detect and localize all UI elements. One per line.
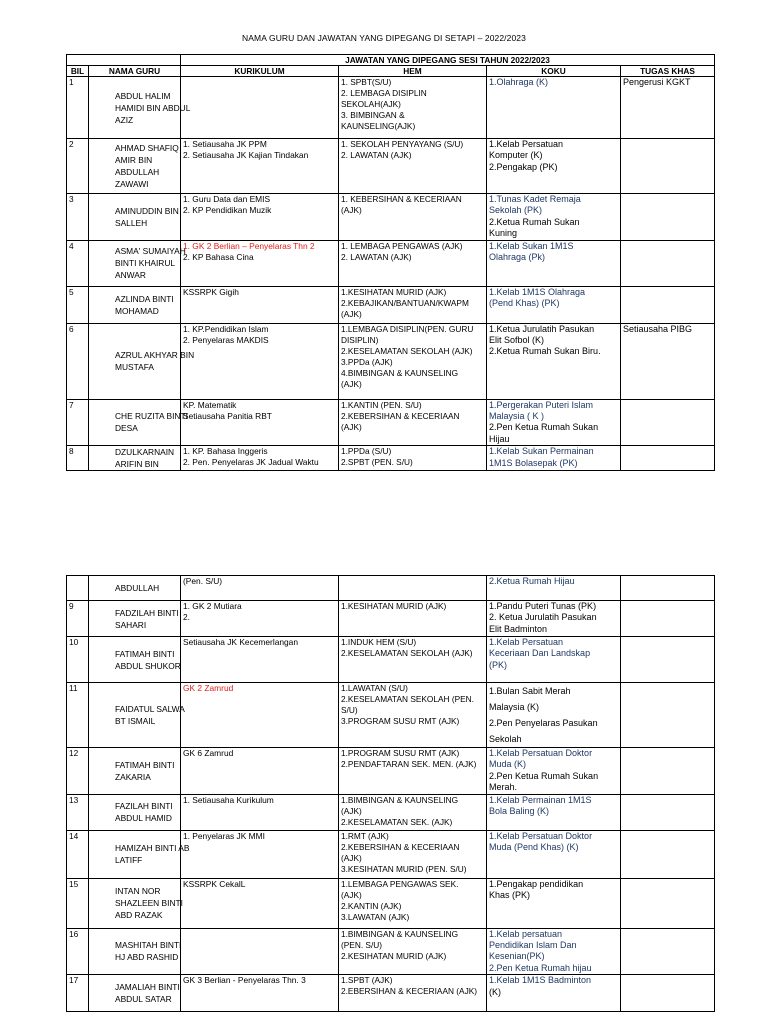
koku-item: 1.Kelab Sukan 1M1S	[489, 240, 574, 251]
teacher-name-line: BINTI KHAIRUL	[115, 258, 176, 269]
hem-item: 1.KANTIN (PEN. S/U)	[341, 399, 422, 410]
row-number: 16	[67, 928, 89, 975]
kurikulum-cell	[181, 637, 339, 683]
teacher-name-line: AZLINDA BINTI	[115, 293, 174, 304]
koku-item: 2.Pen Ketua Rumah Sukan	[489, 770, 599, 781]
table-row	[67, 683, 715, 748]
table-row	[67, 139, 715, 194]
hem-item: 2. LEMBAGA DISIPLIN	[341, 88, 427, 98]
hem-item: 2.EBERSIHAN & KECERIAAN (AJK)	[341, 986, 478, 997]
table-row	[67, 601, 715, 637]
col-header-nama-guru: NAMA GURU	[89, 66, 181, 77]
hem-item: (AJK)	[341, 805, 362, 816]
hem-item: (AJK)	[341, 421, 362, 432]
kurikulum-item: GK 3 Berlian - Penyelaras Thn. 3	[183, 975, 306, 986]
teacher-name-line: ZAKARIA	[115, 771, 151, 782]
koku-cell	[487, 576, 621, 601]
hem-item: (AJK)	[341, 852, 362, 863]
kurikulum-cell	[181, 399, 339, 446]
teacher-name-line: AZIZ	[115, 114, 134, 125]
koku-item: Keceriaan Dan Landskap	[489, 648, 591, 659]
teacher-name-line: SHAZLEEN BINTI	[115, 898, 183, 909]
row-number: 2	[67, 139, 89, 194]
teacher-name-line: HAMIDI BIN ABDUL	[115, 102, 191, 113]
tugas-khas-cell	[621, 683, 715, 748]
hem-item: 2.KESELAMATAN SEKOLAH (AJK)	[341, 345, 473, 356]
kurikulum-cell	[181, 683, 339, 748]
hem-cell	[339, 748, 487, 795]
hem-item: 1.PPDa (S/U)	[341, 446, 392, 457]
teacher-name-line: HJ ABD RASHID	[115, 952, 179, 963]
koku-item: 2.Pen Penyelaras Pasukan	[489, 718, 598, 728]
hem-item: 1.LEMBAGA DISIPLIN(PEN. GURU	[341, 323, 474, 334]
koku-cell	[487, 878, 621, 928]
row-number: 8	[67, 446, 89, 471]
koku-item: Pendidikan Islam Dan	[489, 940, 577, 951]
kurikulum-cell	[181, 830, 339, 878]
teacher-name	[89, 928, 181, 975]
teacher-name-line: AMIR BIN	[115, 155, 153, 165]
hem-item: 2.KESELAMATAN SEK. (AJK)	[341, 816, 453, 827]
teacher-name-line: ABDUL HAMID	[115, 813, 172, 824]
row-number: 10	[67, 637, 89, 683]
staff-table-page-1	[66, 54, 715, 471]
koku-item: 2.Pen Ketua Rumah Sukan	[489, 422, 599, 433]
teacher-name-line: AZRUL AKHYAR BIN	[115, 350, 195, 361]
hem-cell	[339, 830, 487, 878]
koku-cell	[487, 637, 621, 683]
kurikulum-cell	[181, 139, 339, 194]
teacher-name	[89, 576, 181, 601]
kurikulum-item: 2. Penyelaras MAKDIS	[183, 334, 269, 345]
teacher-name	[89, 601, 181, 637]
koku-item: 1.Kelab 1M1S Olahraga	[489, 286, 586, 297]
kurikulum-item: 1. KP.Pendidikan Islam	[183, 323, 269, 334]
hem-item: 3.KESIHATAN MURID (PEN. S/U)	[341, 863, 467, 874]
kurikulum-cell	[181, 794, 339, 830]
koku-item: 1.Kelab Persatuan Doktor	[489, 748, 593, 758]
table-row	[67, 77, 715, 139]
row-number: 4	[67, 240, 89, 286]
kurikulum-item: Setiausaha Panitia RBT	[183, 410, 272, 421]
teacher-name-line: ABDUL SHUKOR	[115, 660, 181, 671]
koku-item: 2.Ketua Rumah Hijau	[489, 576, 575, 586]
hem-cell	[339, 77, 487, 139]
hem-cell	[339, 601, 487, 637]
tugas-khas-cell	[621, 240, 715, 286]
header-blank	[67, 55, 181, 66]
teacher-name	[89, 194, 181, 241]
kurikulum-item: (Pen. S/U)	[183, 576, 223, 586]
tugas-khas-cell	[621, 878, 715, 928]
koku-cell	[487, 399, 621, 446]
kurikulum-cell	[181, 878, 339, 928]
hem-item: 2.KEBERSIHAN & KECERIAAN	[341, 841, 460, 852]
kurikulum-cell	[181, 77, 339, 139]
header-group-title: JAWATAN YANG DIPEGANG SESI TAHUN 2022/2023	[181, 55, 715, 66]
tugas-khas-cell	[621, 794, 715, 830]
hem-item: 2.SPBT (PEN. S/U)	[341, 457, 413, 468]
hem-item: 2.KESELAMATAN SEKOLAH (AJK)	[341, 648, 473, 658]
table-row	[67, 637, 715, 683]
koku-item: 1.Kelab persatuan	[489, 928, 563, 939]
kurikulum-item: 2. KP Pendidikan Muzik	[183, 205, 272, 215]
teacher-name-line: ASMA' SUMAIYAH	[115, 246, 186, 257]
kurikulum-cell	[181, 975, 339, 1012]
teacher-name	[89, 77, 191, 139]
koku-cell	[487, 748, 621, 795]
kurikulum-cell	[181, 323, 339, 399]
teacher-name-line: CHE RUZITA BINTI	[115, 411, 188, 422]
koku-item: 1.Ketua Jurulatih Pasukan	[489, 323, 595, 334]
staff-table-page-2	[66, 575, 715, 1012]
hem-cell	[339, 139, 487, 194]
row-number: 5	[67, 286, 89, 323]
hem-item: 1. SEKOLAH PENYAYANG (S/U)	[341, 139, 464, 149]
tugas-khas-cell	[621, 928, 715, 975]
teacher-name	[89, 286, 181, 323]
kurikulum-item: 2. KP Bahasa Cina	[183, 251, 254, 262]
teacher-name	[89, 878, 181, 928]
hem-cell	[339, 576, 487, 601]
koku-cell	[487, 975, 621, 1012]
koku-item: Muda (K)	[489, 759, 527, 770]
koku-cell	[487, 139, 621, 194]
koku-item: 1.Kelab Persatuan	[489, 139, 564, 149]
hem-item: 3.PROGRAM SUSU RMT (AJK)	[341, 716, 460, 726]
teacher-name	[89, 975, 181, 1012]
col-header-kurikulum: KURIKULUM	[181, 66, 339, 77]
koku-item: 2. Ketua Jurulatih Pasukan	[489, 612, 597, 623]
table-row	[67, 576, 715, 601]
hem-item: 1.RMT (AJK)	[341, 830, 389, 841]
kurikulum-cell	[181, 576, 339, 601]
teacher-name-line: LATIFF	[115, 855, 143, 866]
hem-item: 3.PPDa (AJK)	[341, 356, 393, 367]
hem-item: 1.PROGRAM SUSU RMT (AJK)	[341, 748, 460, 758]
hem-item: (AJK)	[341, 889, 362, 900]
teacher-name	[89, 399, 188, 446]
row-number: 7	[67, 399, 89, 446]
teacher-name-line: MASHITAH BINTI	[115, 940, 182, 951]
koku-item: 1.Pergerakan Puteri Islam	[489, 399, 594, 410]
kurikulum-item: 1. GK 2 Berlian – Penyelaras Thn 2	[183, 240, 315, 251]
teacher-name-line: JAMALIAH BINTI	[115, 982, 180, 993]
kurikulum-item: KP. Matematik	[183, 399, 237, 410]
kurikulum-item: 2.	[183, 612, 190, 622]
table-row	[67, 446, 715, 471]
row-number: 15	[67, 878, 89, 928]
kurikulum-item: 1. Penyelaras JK MMI	[183, 830, 265, 841]
kurikulum-item: KSSRPK CekalL	[183, 878, 246, 889]
col-header-bil: BIL	[67, 66, 89, 77]
hem-cell	[339, 323, 487, 399]
koku-item: 1M1S Bolasepak (PK)	[489, 457, 578, 468]
hem-item: (AJK)	[341, 378, 362, 389]
hem-item: 2.PENDAFTARAN SEK. MEN. (AJK)	[341, 759, 477, 769]
koku-cell	[487, 323, 621, 399]
teacher-name	[89, 794, 181, 830]
hem-item: 1.INDUK HEM (S/U)	[341, 637, 417, 647]
table-row	[67, 194, 715, 241]
table-row	[67, 286, 715, 323]
teacher-name-line: ARIFIN BIN	[115, 459, 159, 470]
hem-item: 3. BIMBINGAN &	[341, 110, 405, 120]
kurikulum-item: Setiausaha JK Kecemerlangan	[183, 637, 298, 647]
koku-cell	[487, 240, 621, 286]
kurikulum-item: 2. Pen. Penyelaras JK Jadual Waktu	[183, 457, 319, 468]
tugas-khas-cell	[621, 286, 715, 323]
table-row	[67, 830, 715, 878]
kurikulum-cell	[181, 928, 339, 975]
tugas-khas-cell	[621, 446, 715, 471]
teacher-name-line: ABDUL HALIM	[115, 90, 171, 101]
teacher-name-line: FATIMAH BINTI	[115, 648, 175, 659]
hem-item: S/U)	[341, 705, 358, 715]
koku-cell	[487, 77, 621, 139]
tugas-khas-cell: Pengerusi KGKT	[621, 77, 715, 139]
hem-item: 2.KESIHATAN MURID (AJK)	[341, 950, 447, 961]
koku-item: 2.Ketua Rumah Sukan Biru.	[489, 346, 601, 357]
hem-cell	[339, 240, 487, 286]
teacher-name-line: BT ISMAIL	[115, 716, 156, 726]
teacher-name	[89, 748, 181, 795]
koku-item: Olahraga (Pk)	[489, 252, 546, 263]
koku-item: Bola Baling (K)	[489, 806, 550, 817]
teacher-name-line: ABD RAZAK	[115, 910, 163, 921]
table-row	[67, 399, 715, 446]
hem-cell	[339, 928, 487, 975]
tugas-khas-cell	[621, 399, 715, 446]
teacher-name-line: DESA	[115, 423, 138, 434]
koku-item: 2.Ketua Rumah Sukan	[489, 216, 580, 227]
hem-cell	[339, 878, 487, 928]
table-row	[67, 794, 715, 830]
koku-item: Kesenian(PK)	[489, 951, 545, 962]
teacher-name-line: FAZILAH BINTI	[115, 801, 173, 812]
hem-item: KAUNSELING(AJK)	[341, 121, 416, 131]
koku-item: 1.Olahraga (K)	[489, 77, 549, 87]
row-number: 17	[67, 975, 89, 1012]
teacher-name	[89, 323, 195, 399]
hem-cell	[339, 194, 487, 241]
teacher-name-line: AHMAD SHAFIQ	[115, 143, 179, 153]
koku-item: Elit Badminton	[489, 623, 548, 634]
table-row	[67, 240, 715, 286]
koku-item: (K)	[489, 986, 501, 997]
row-number: 13	[67, 794, 89, 830]
teacher-name	[89, 240, 186, 286]
koku-item: Merah.	[489, 782, 518, 793]
tugas-khas-cell	[621, 637, 715, 683]
hem-item: 3.LAWATAN (AJK)	[341, 911, 410, 922]
kurikulum-cell	[181, 748, 339, 795]
koku-item: Muda (Pend Khas) (K)	[489, 842, 579, 853]
hem-cell	[339, 637, 487, 683]
teacher-name-line: ABDUL SATAR	[115, 994, 172, 1005]
teacher-name-line: SAHARI	[115, 619, 147, 630]
kurikulum-cell	[181, 446, 339, 471]
teacher-name-line: SALLEH	[115, 217, 148, 228]
hem-item: DISIPLIN)	[341, 334, 379, 345]
kurikulum-cell	[181, 240, 339, 286]
hem-item: 1.BIMBINGAN & KAUNSELING	[341, 794, 459, 805]
row-number	[67, 576, 89, 601]
kurikulum-cell	[181, 194, 339, 241]
koku-item: 1.Kelab Persatuan Doktor	[489, 830, 593, 841]
hem-item: 2. LAWATAN (AJK)	[341, 150, 412, 160]
teacher-name-line: ABDULLAH	[115, 583, 160, 593]
hem-cell	[339, 794, 487, 830]
hem-item: 1.LAWATAN (S/U)	[341, 683, 408, 693]
teacher-name	[89, 637, 181, 683]
koku-item: Kuning	[489, 228, 518, 239]
kurikulum-item: 1. GK 2 Mutiara	[183, 601, 242, 611]
hem-item: 1.LEMBAGA PENGAWAS SEK.	[341, 878, 459, 889]
koku-item: 1.Pengakap pendidikan	[489, 878, 584, 889]
row-number: 11	[67, 683, 89, 748]
hem-item: 1.KESIHATAN MURID (AJK)	[341, 601, 447, 611]
hem-cell	[339, 446, 487, 471]
kurikulum-item: 1. Setiausaha Kurikulum	[183, 794, 274, 805]
koku-item: Sekolah (PK)	[489, 205, 543, 216]
table-row	[67, 928, 715, 975]
teacher-name-line: ANWAR	[115, 270, 146, 281]
kurikulum-item: 1. Setiausaha JK PPM	[183, 139, 267, 149]
koku-item: 1.Kelab Persatuan	[489, 637, 564, 647]
koku-item: Khas (PK)	[489, 890, 531, 901]
table-row	[67, 323, 715, 399]
col-header-tugas-khas: TUGAS KHAS	[621, 66, 715, 77]
hem-item: SEKOLAH(AJK)	[341, 99, 401, 109]
teacher-name-line: MUSTAFA	[115, 362, 154, 373]
tugas-khas-cell	[621, 576, 715, 601]
koku-item: 1.Pandu Puteri Tunas (PK)	[489, 601, 597, 611]
hem-item: (AJK)	[341, 205, 362, 215]
teacher-name-line: HAMIZAH BINTI AB	[115, 843, 190, 854]
hem-cell	[339, 683, 487, 748]
hem-item: 1.SPBT (AJK)	[341, 975, 393, 986]
tugas-khas-cell	[621, 975, 715, 1012]
koku-item: Komputer (K)	[489, 150, 543, 161]
koku-item: 1.Bulan Sabit Merah	[489, 686, 571, 696]
teacher-name-line: FATIMAH BINTI	[115, 759, 175, 770]
koku-item: Sekolah	[489, 734, 522, 744]
hem-item: 1. SPBT(S/U)	[341, 77, 392, 87]
koku-item: Hijau	[489, 433, 510, 444]
koku-item: 2.Pengakap (PK)	[489, 161, 558, 172]
teacher-name-line: FAIDATUL SALWA	[115, 704, 185, 714]
row-number: 12	[67, 748, 89, 795]
kurikulum-cell	[181, 601, 339, 637]
koku-item: 2.Pen Ketua Rumah hijau	[489, 962, 592, 973]
kurikulum-item: 2. Setiausaha JK Kajian Tindakan	[183, 150, 309, 160]
hem-item: 1.BIMBINGAN & KAUNSELING	[341, 928, 459, 939]
hem-item: 1. LEMBAGA PENGAWAS (AJK)	[341, 240, 463, 251]
row-number: 14	[67, 830, 89, 878]
row-number: 3	[67, 194, 89, 241]
hem-cell	[339, 975, 487, 1012]
row-number: 6	[67, 323, 89, 399]
koku-cell	[487, 194, 621, 241]
teacher-name-line: INTAN NOR	[115, 886, 161, 897]
kurikulum-item: GK 2 Zamrud	[183, 683, 234, 693]
teacher-name-line: AMINUDDIN BIN	[115, 205, 179, 216]
col-header-koku: KOKU	[487, 66, 621, 77]
koku-item: Elit Sofbol (K)	[489, 335, 545, 346]
kurikulum-item: 1. KP. Bahasa Inggeris	[183, 446, 268, 457]
table-row	[67, 878, 715, 928]
koku-cell	[487, 446, 621, 471]
koku-item: (Pend Khas) (PK)	[489, 298, 560, 309]
tugas-khas-cell	[621, 601, 715, 637]
teacher-name-line: ABDULLAH	[115, 167, 160, 177]
koku-cell	[487, 683, 621, 748]
koku-cell	[487, 286, 621, 323]
koku-cell	[487, 830, 621, 878]
row-number: 9	[67, 601, 89, 637]
tugas-khas-cell	[621, 748, 715, 795]
koku-cell	[487, 794, 621, 830]
teacher-name-line: ZAWAWI	[115, 179, 149, 189]
row-number: 1	[67, 77, 89, 139]
hem-item: 4.BIMBINGAN & KAUNSELING	[341, 367, 459, 378]
koku-item: 1.Kelab Sukan Permainan	[489, 446, 594, 457]
teacher-name	[89, 446, 181, 471]
hem-cell	[339, 399, 487, 446]
table-row	[67, 748, 715, 795]
teacher-name	[89, 683, 185, 748]
teacher-name	[89, 830, 190, 878]
hem-cell	[339, 286, 487, 323]
hem-item: (PEN. S/U)	[341, 939, 383, 950]
tugas-khas-cell: Setiausaha PIBG	[621, 323, 715, 399]
hem-item: 1. KEBERSIHAN & KECERIAAN	[341, 194, 462, 204]
hem-item: 2.KESELAMATAN SEKOLAH (PEN.	[341, 694, 474, 704]
tugas-khas-cell	[621, 194, 715, 241]
koku-item: 1.Kelab 1M1S Badminton	[489, 975, 592, 986]
teacher-name-line: FADZILAH BINTI	[115, 607, 179, 618]
koku-cell	[487, 601, 621, 637]
koku-item: Malaysia ( K )	[489, 411, 545, 422]
kurikulum-cell	[181, 286, 339, 323]
kurikulum-item: KSSRPK Gigih	[183, 286, 239, 297]
hem-item: 1.KESIHATAN MURID (AJK)	[341, 286, 447, 297]
teacher-name-line: DZULKARNAIN	[115, 447, 175, 458]
tugas-khas-cell	[621, 830, 715, 878]
koku-item: 1.Kelab Permainan 1M1S	[489, 794, 592, 805]
kurikulum-item: GK 6 Zamrud	[183, 748, 234, 758]
hem-item: 2.KEBERSIHAN & KECERIAAN	[341, 410, 460, 421]
teacher-name	[89, 139, 181, 194]
hem-item: (AJK)	[341, 308, 362, 319]
tugas-khas-cell	[621, 139, 715, 194]
koku-item: Malaysia (K)	[489, 702, 540, 712]
koku-item: 1.Tunas Kadet Remaja	[489, 194, 581, 204]
kurikulum-item: 1. Guru Data dan EMIS	[183, 194, 271, 204]
koku-cell	[487, 928, 621, 975]
hem-item: 2.KANTIN (AJK)	[341, 900, 402, 911]
table-row	[67, 975, 715, 1012]
teacher-name-line: MOHAMAD	[115, 305, 159, 316]
koku-item: (PK)	[489, 659, 507, 670]
col-header-hem: HEM	[339, 66, 487, 77]
document-title: NAMA GURU DAN JAWATAN YANG DIPEGANG DI SETAPI – 2022/2023	[242, 33, 526, 43]
hem-item: 2. LAWATAN (AJK)	[341, 251, 412, 262]
hem-item: 2.KEBAJIKAN/BANTUAN/KWAPM	[341, 297, 469, 308]
